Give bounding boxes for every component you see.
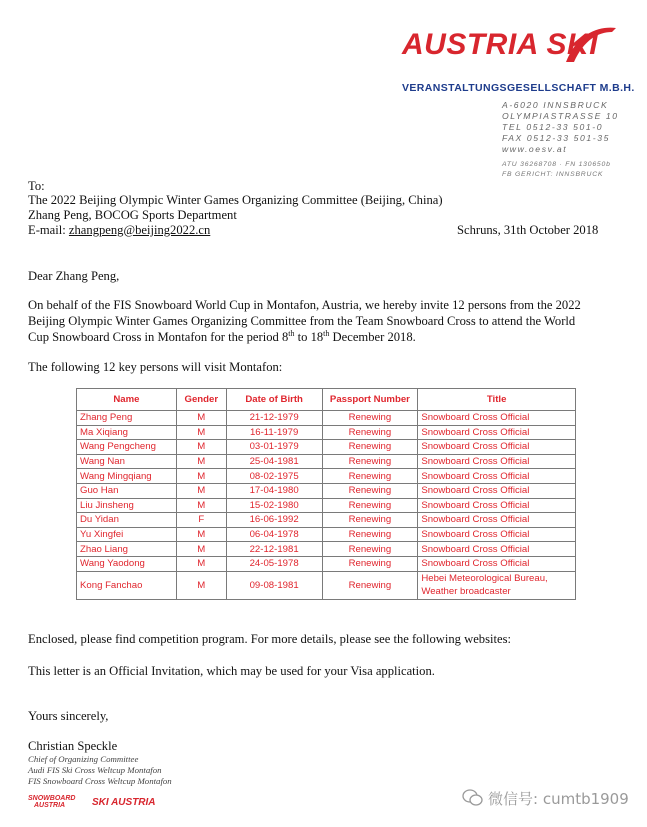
- cell-name: Guo Han: [77, 483, 177, 498]
- recipient-organization: The 2022 Beijing Olympic Winter Games Organizing Committee (Beijing, China): [28, 193, 443, 207]
- cell-title: Snowboard Cross Official: [418, 498, 576, 513]
- intro-line-1: On behalf of the FIS Snowboard World Cup in Montafon, Austria, we hereby invite 12 persons from the 2022: [28, 298, 581, 312]
- cell-title: Snowboard Cross Official: [418, 454, 576, 469]
- signatory-role-1: Chief of Organizing Committee: [28, 754, 139, 764]
- cell-name: Zhang Peng: [77, 411, 177, 426]
- to-label: To:: [28, 179, 45, 193]
- cell-passport: Renewing: [322, 483, 418, 498]
- cell-dob: 16-06-1992: [226, 513, 322, 528]
- address-line-5: www.oesv.at: [502, 144, 568, 154]
- cell-title: Snowboard Cross Official: [418, 542, 576, 557]
- wechat-icon: [462, 788, 484, 807]
- cell-passport: Renewing: [322, 440, 418, 455]
- table-row: [77, 454, 576, 469]
- cell-dob: 15-02-1980: [226, 498, 322, 513]
- register-line-2: FB GERICHT: INNSBRUCK: [502, 171, 604, 178]
- cell-dob: 16-11-1979: [226, 425, 322, 440]
- cell-title: Snowboard Cross Official: [418, 440, 576, 455]
- cell-passport: Renewing: [322, 513, 418, 528]
- cell-title: [418, 571, 576, 599]
- cell-passport: Renewing: [322, 571, 418, 599]
- ski-austria-logo: SKI AUSTRIA: [92, 797, 156, 808]
- cell-name: Du Yidan: [77, 513, 177, 528]
- table-row: [77, 571, 576, 599]
- cell-passport: Renewing: [322, 542, 418, 557]
- cell-title: Snowboard Cross Official: [418, 483, 576, 498]
- cell-name: Ma Xiqiang: [77, 425, 177, 440]
- cell-passport: Renewing: [322, 454, 418, 469]
- table-row: [77, 498, 576, 513]
- cell-dob: 17-04-1980: [226, 483, 322, 498]
- closing: Yours sincerely,: [28, 709, 109, 723]
- cell-gender: M: [176, 527, 226, 542]
- cell-passport: Renewing: [322, 556, 418, 571]
- signatory-role-3: FIS Snowboard Cross Weltcup Montafon: [28, 776, 172, 786]
- cell-title: Snowboard Cross Official: [418, 469, 576, 484]
- header-dob: Date of Birth: [226, 389, 322, 411]
- cell-gender: M: [176, 483, 226, 498]
- cell-passport: Renewing: [322, 425, 418, 440]
- cell-gender: F: [176, 513, 226, 528]
- signatory-name: Christian Speckle: [28, 739, 118, 753]
- cell-gender: M: [176, 542, 226, 557]
- header-title: Title: [418, 389, 576, 411]
- list-intro: The following 12 key persons will visit Montafon:: [28, 360, 283, 374]
- address-line-4: FAX 0512-33 501-35: [502, 133, 610, 143]
- snowboard-austria-logo: SNOWBOARD AUSTRIA: [28, 795, 76, 809]
- cell-passport: Renewing: [322, 527, 418, 542]
- cell-gender: M: [176, 571, 226, 599]
- cell-gender: M: [176, 498, 226, 513]
- cell-name: Wang Pengcheng: [77, 440, 177, 455]
- address-line-2: OLYMPIASTRASSE 10: [502, 111, 619, 121]
- cell-gender: M: [176, 469, 226, 484]
- table-row: [77, 513, 576, 528]
- register-line-1: ATU 36268708 · FN 130650b: [502, 161, 611, 168]
- salutation: Dear Zhang Peng,: [28, 269, 120, 283]
- table-row: [77, 483, 576, 498]
- table-row: [77, 542, 576, 557]
- cell-dob: 03-01-1979: [226, 440, 322, 455]
- cell-name: Liu Jinsheng: [77, 498, 177, 513]
- cell-name: Wang Yaodong: [77, 556, 177, 571]
- visa-paragraph: This letter is an Official Invitation, which may be used for your Visa application.: [28, 664, 435, 678]
- table-row: [77, 425, 576, 440]
- cell-name: Kong Fanchao: [77, 571, 177, 599]
- cell-name: Wang Mingqiang: [77, 469, 177, 484]
- cell-gender: M: [176, 440, 226, 455]
- intro-line-3: Cup Snowboard Cross in Montafon for the period 8th to 18th December 2018.: [28, 328, 416, 344]
- table-header-row: [77, 389, 576, 411]
- company-name: VERANSTALTUNGSGESELLSCHAFT M.B.H.: [402, 82, 635, 94]
- header-gender: Gender: [176, 389, 226, 411]
- cell-passport: Renewing: [322, 498, 418, 513]
- intro-paragraph: [28, 297, 618, 345]
- email-link[interactable]: zhangpeng@beijing2022.cn: [68, 223, 211, 237]
- cell-dob: 25-04-1981: [226, 454, 322, 469]
- table-row: [77, 440, 576, 455]
- table-row: [77, 469, 576, 484]
- cell-dob: 09-08-1981: [226, 571, 322, 599]
- cell-title: Snowboard Cross Official: [418, 513, 576, 528]
- table-row: [77, 556, 576, 571]
- title-line-2: Weather broadcaster: [421, 586, 511, 598]
- header-passport: Passport Number: [322, 389, 418, 411]
- letterhead: [0, 0, 647, 180]
- cell-dob: 22-12-1981: [226, 542, 322, 557]
- cell-name: Yu Xingfei: [77, 527, 177, 542]
- cell-name: Wang Nan: [77, 454, 177, 469]
- cell-name: Zhao Liang: [77, 542, 177, 557]
- persons-table: [76, 388, 576, 600]
- cell-dob: 08-02-1975: [226, 469, 322, 484]
- recipient-person: Zhang Peng, BOCOG Sports Department: [28, 208, 237, 222]
- table-row: [77, 411, 576, 426]
- recipient-email-line: [28, 222, 210, 238]
- enclosed-paragraph: Enclosed, please find competition program. For more details, please see the following websites:: [28, 632, 511, 646]
- cell-title: Snowboard Cross Official: [418, 425, 576, 440]
- brand-logo-text: AUSTRIA SKI: [402, 28, 599, 61]
- table-row: [77, 527, 576, 542]
- intro-line-2: Beijing Olympic Winter Games Organizing Committee from the Team Snowboard Cross to attend the World: [28, 314, 576, 328]
- cell-title: Snowboard Cross Official: [418, 411, 576, 426]
- cell-dob: 24-05-1978: [226, 556, 322, 571]
- cell-gender: M: [176, 411, 226, 426]
- cell-dob: 21-12-1979: [226, 411, 322, 426]
- header-name: Name: [77, 389, 177, 411]
- wechat-watermark: 微信号: cumtb1909: [488, 790, 629, 808]
- cell-dob: 06-04-1978: [226, 527, 322, 542]
- email-label: E-mail:: [28, 223, 69, 237]
- address-line-3: TEL 0512-33 501-0: [502, 122, 604, 132]
- cell-passport: Renewing: [322, 411, 418, 426]
- address-line-1: A-6020 INNSBRUCK: [502, 100, 609, 110]
- cell-title: Snowboard Cross Official: [418, 527, 576, 542]
- cell-title: Snowboard Cross Official: [418, 556, 576, 571]
- cell-gender: M: [176, 556, 226, 571]
- cell-gender: M: [176, 425, 226, 440]
- cell-gender: M: [176, 454, 226, 469]
- signatory-role-2: Audi FIS Ski Cross Weltcup Montafon: [28, 765, 162, 775]
- cell-passport: Renewing: [322, 469, 418, 484]
- title-line-1: Hebei Meteorological Bureau,: [421, 573, 548, 585]
- place-date: Schruns, 31th October 2018: [457, 223, 599, 237]
